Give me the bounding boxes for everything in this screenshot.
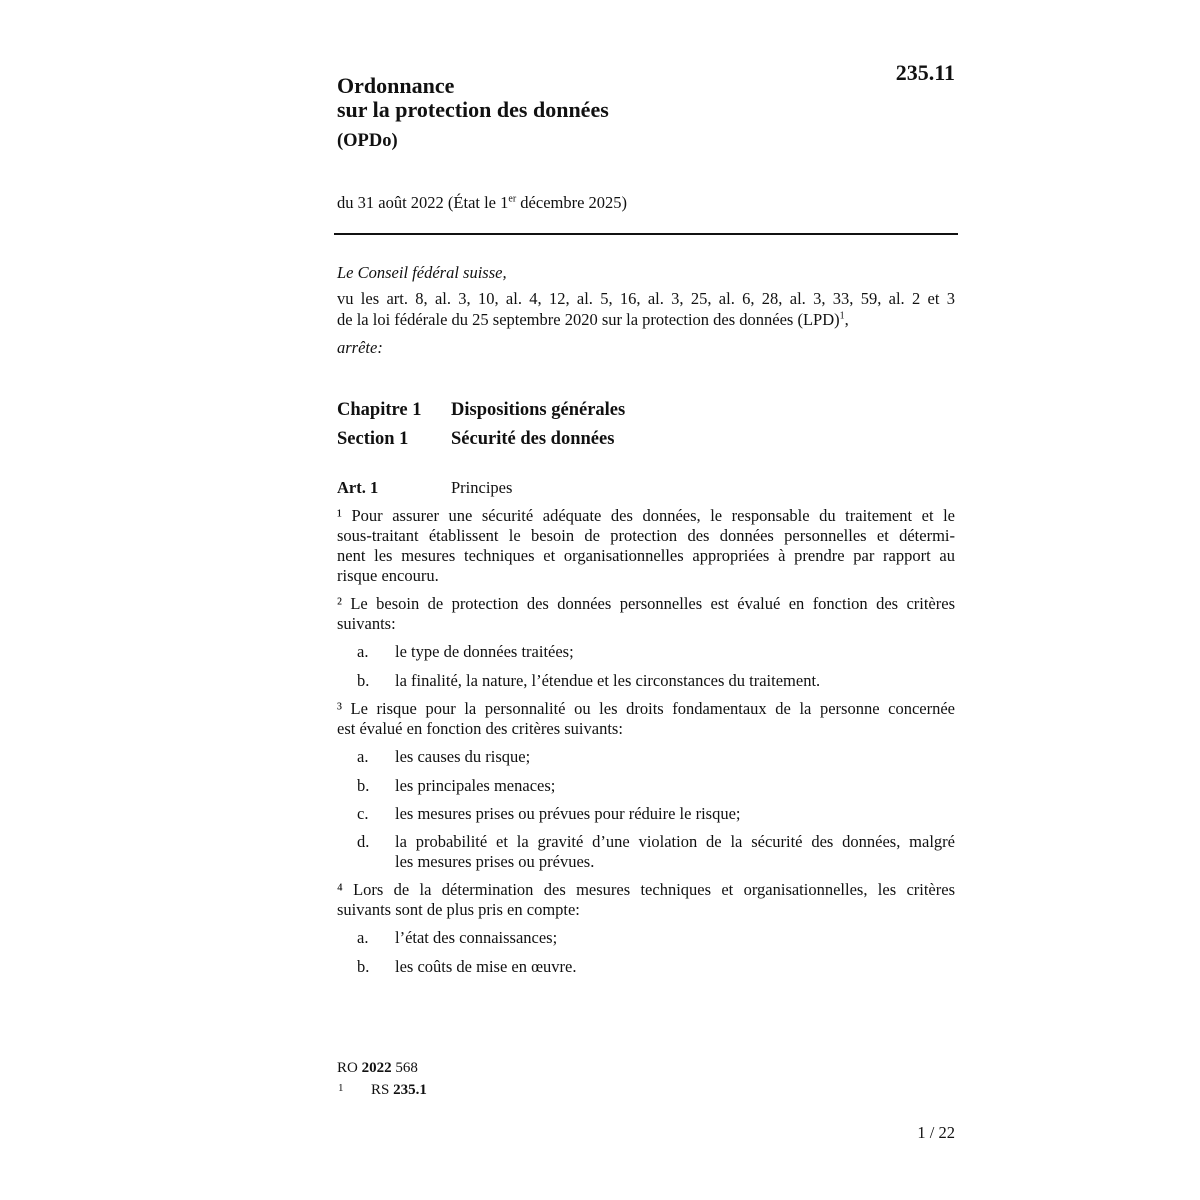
article-label: Art. 1 [337,478,379,497]
divider [334,233,958,235]
paragraph-4-line: suivants sont de plus pris en compte: [337,900,580,919]
title-abbrev: (OPDo) [337,131,398,151]
paragraph-2-line: ² Le besoin de protection des données personnelles est évalué en fonction des critères [337,594,955,613]
list-marker: b. [357,957,370,976]
ro-reference: RO 2022 568 [337,1060,418,1076]
list-item: le type de données traitées; [395,642,574,661]
paragraph-1-line: sous-traitant établissent le besoin de protection des données personnelles et détermi- [337,526,955,545]
paragraph-3-line: ³ Le risque pour la personnalité ou les droits fondamentaux de la personne concernée [337,699,955,718]
chapter-title: Dispositions générales [451,400,626,420]
paragraph-1-line: risque encouru. [337,566,439,585]
list-item: la finalité, la nature, l’étendue et les circonstances du traitement. [395,671,821,690]
preamble-authority: Le Conseil fédéral suisse, [337,263,507,282]
list-item: les principales menaces; [395,776,556,795]
paragraph-2-line: suivants: [337,614,396,633]
preamble-decree: arrête: [337,338,383,357]
footnote-number: 1 [338,1082,344,1094]
preamble-basis-2: de la loi fédérale du 25 septembre 2020 sur la protection des données (LPD)$^1$, [337,310,849,329]
preamble-basis-1: vu les art. 8, al. 3, 10, al. 4, 12, al. 5, 16, al. 3, 25, al. 6, 28, al. 3, 33, 59, al. 2 et 3 [337,289,955,308]
list-marker: d. [357,832,370,851]
section-title: Sécurité des données [451,429,615,449]
paragraph-1-line: ¹ Pour assurer une sécurité adéquate des données, le responsable du traitement et le [337,506,955,525]
page-number: 1 / 22 [917,1123,955,1142]
list-marker: b. [357,776,370,795]
list-marker: c. [357,804,369,823]
list-item: les coûts de mise en œuvre. [395,957,577,976]
paragraph-4-line: ⁴ Lors de la détermination des mesures techniques et organisationnelles, les critères [337,880,955,899]
paragraph-3-line: est évalué en fonction des critères suivants: [337,719,623,738]
title-line-1: Ordonnance [337,73,455,98]
list-item: la probabilité et la gravité d’une violation de la sécurité des données, malgré [395,832,955,851]
list-marker: a. [357,747,369,766]
title-line-2: sur la protection des données [337,97,609,122]
list-item: les causes du risque; [395,747,531,766]
chapter-label: Chapitre 1 [337,400,422,420]
article-title: Principes [451,478,513,497]
list-marker: a. [357,928,369,947]
list-item: les mesures prises ou prévues pour réduire le risque; [395,804,741,823]
date-line: du 31 août 2022 (État le 1er décembre 2025) [337,193,628,212]
paragraph-1-line: nent les mesures techniques et organisationnelles appropriées à prendre par rapport au [337,546,955,565]
section-label: Section 1 [337,429,409,449]
list-item: l’état des connaissances; [395,928,558,947]
list-item-continued: les mesures prises ou prévues. [395,852,595,871]
sr-number: 235.11 [895,60,955,85]
list-marker: a. [357,642,369,661]
list-marker: b. [357,671,370,690]
footnote-text: RS 235.1 [371,1082,427,1098]
